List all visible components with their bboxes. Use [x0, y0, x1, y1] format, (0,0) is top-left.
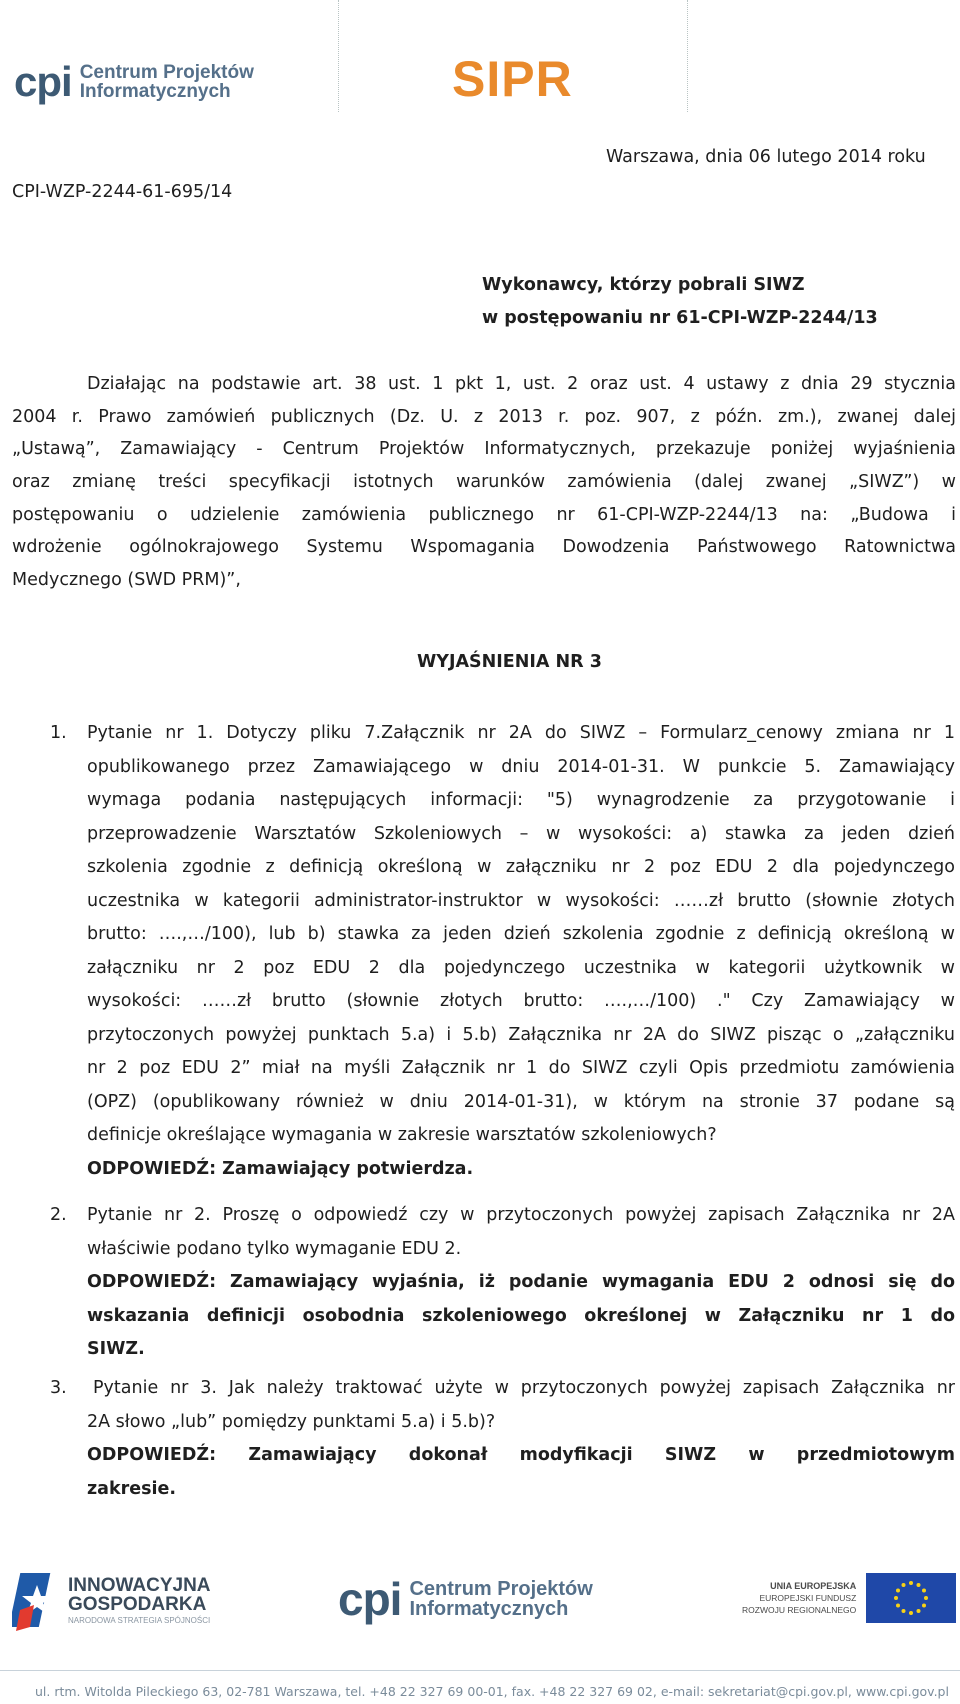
footer-cpi-line2: Informatycznych — [409, 1598, 569, 1620]
cpi-logo-text — [80, 63, 254, 101]
footer-divider — [0, 1670, 960, 1671]
innowacyjna-gospodarka-logo — [12, 1565, 211, 1635]
ue-line3: ROZWOJU REGIONALNEGO — [742, 1605, 857, 1615]
item-answer: wskazania definicji osobodnia szkoleniowego określonej w Załączniku nr 1 do — [87, 1305, 955, 1326]
item-line: załączniku nr 2 poz EDU 2 dla pojedynczego uczestnika w kategorii użytkownik w — [87, 957, 955, 978]
ig-line2: GOSPODARKA — [68, 1593, 207, 1615]
item-body — [87, 717, 955, 1186]
item-answer: ODPOWIEDŹ: Zamawiający wyjaśnia, iż podanie wymagania EDU 2 odnosi się do — [87, 1272, 955, 1292]
footer-cpi-logo-mark: cpi — [338, 1573, 402, 1625]
addressee-line2: w postępowaniu nr 61-CPI-WZP-2244/13 — [482, 308, 878, 328]
header-divider-left — [338, 0, 339, 112]
ue-line2: EUROPEJSKI FUNDUSZ — [759, 1593, 857, 1603]
header-divider-right — [687, 0, 688, 112]
footer-cpi-logo-text — [409, 1579, 592, 1619]
item-line: 2A słowo „lub” pomiędzy punktami 5.a) i 5.b)? — [87, 1411, 496, 1432]
item-line: Pytanie nr 2. Proszę o odpowiedź czy w przytoczonych powyżej zapisach Załącznika nr 2A — [87, 1205, 955, 1225]
intro-line: oraz zmianę treści specyfikacji istotnych warunków zamówienia (dalej zwanej „SIWZ”) w — [12, 472, 956, 493]
item-answer: ODPOWIEDŹ: Zamawiający dokonał modyfikacji SIWZ w przedmiotowym — [87, 1445, 955, 1465]
item-number: 1. — [50, 723, 67, 743]
intro-line: 2004 r. Prawo zamówień publicznych (Dz. U. z 2013 r. poz. 907, z późn. zm.), zwanej dalej — [12, 406, 956, 427]
ig-line3: NARODOWA STRATEGIA SPÓJNOŚCI — [68, 1615, 211, 1625]
letter-date: Warszawa, dnia 06 lutego 2014 roku — [606, 147, 926, 167]
footer-cpi-line1: Centrum Projektów — [409, 1578, 593, 1600]
item-line: brutto: ….,…/100), lub b) stawka za jeden dzień szkolenia zgodnie z definicją określoną w — [87, 924, 955, 944]
item-line: Pytanie nr 3. Jak należy traktować użyte w przytoczonych powyżej zapisach Załącznika nr — [93, 1378, 955, 1398]
item-line: opublikowanego przez Zamawiającego w dniu 2014-01-31. W punkcie 5. Zamawiający — [87, 756, 955, 777]
item-line: (OPZ) (opublikowany również w dniu 2014-01-31), w którym na stronie 37 podane są — [87, 1091, 955, 1112]
item-body — [93, 1372, 955, 1406]
footer-cpi-logo — [338, 1572, 593, 1626]
eu-logo-text — [742, 1580, 856, 1616]
item-body — [87, 1199, 955, 1367]
sipr-logo: SIPR — [452, 51, 573, 107]
footer-address: ul. rtm. Witolda Pileckiego 63, 02-781 Warszawa, tel. +48 22 327 69 00-01, fax. +48 22 327 69 02, e-mail: sekretariat@cpi.gov.pl, www.cpi.gov.pl — [35, 1684, 949, 1699]
ig-star-icon — [12, 1565, 62, 1635]
item-line: nr 2 poz EDU 2” miał na myśli Załącznik nr 1 do SIWZ czyli Opis przedmiotu zamówienia — [87, 1058, 955, 1078]
eu-flag-icon — [866, 1573, 956, 1623]
cpi-logo-text-line1: Centrum Projektów — [79, 62, 254, 83]
item-line: uczestnika w kategorii administrator-instruktor w wysokości: ……zł brutto (słownie złotych — [87, 890, 955, 911]
cpi-logo-text-line2: Informatycznych — [79, 81, 231, 102]
item-line: Pytanie nr 1. Dotyczy pliku 7.Załącznik nr 2A do SIWZ – Formularz_cenowy zmiana nr 1 — [87, 723, 955, 743]
item-answer: zakresie. — [87, 1478, 177, 1499]
intro-line: Działając na podstawie art. 38 ust. 1 pkt 1, ust. 2 oraz ust. 4 ustawy z dnia 29 stycznia — [87, 374, 956, 394]
addressee-line1: Wykonawcy, którzy pobrali SIWZ — [482, 275, 805, 295]
ue-line1: UNIA EUROPEJSKA — [770, 1581, 857, 1591]
intro-line: Medycznego (SWD PRM)”, — [12, 570, 241, 591]
item-body-cont — [87, 1406, 955, 1507]
item-line: właściwie podano tylko wymaganie EDU 2. — [87, 1238, 462, 1259]
intro-line: postępowaniu o udzielenie zamówienia publicznego nr 61-CPI-WZP-2244/13 na: „Budowa i — [12, 504, 956, 525]
item-answer: SIWZ. — [87, 1339, 145, 1359]
item-line: wymaga podania następujących informacji: "5) wynagrodzenie za przygotowanie i — [87, 790, 955, 810]
item-line: definicje określające wymagania w zakresie warsztatów szkoleniowych? — [87, 1125, 717, 1145]
ig-text — [68, 1576, 211, 1625]
item-line: przeprowadzenie Warsztatów Szkoleniowych – w wysokości: a) stawka za jeden dzień — [87, 823, 955, 844]
item-number: 2. — [50, 1205, 67, 1225]
item-number: 3. — [50, 1378, 67, 1398]
item-line: przytoczonych powyżej punktach 5.a) i 5.b) Załącznika nr 2A do SIWZ pisząc o „załączniku — [87, 1024, 955, 1045]
item-answer: ODPOWIEDŹ: Zamawiający potwierdza. — [87, 1158, 474, 1179]
letter-reference: CPI-WZP-2244-61-695/14 — [12, 182, 233, 202]
cpi-logo — [14, 58, 254, 106]
intro-line: „Ustawą”, Zamawiający - Centrum Projektów Informatycznych, przekazuje poniżej wyjaśnienia — [12, 439, 956, 460]
ig-line1: INNOWACYJNA — [68, 1574, 211, 1596]
eu-logo — [742, 1573, 956, 1623]
intro-line: wdrożenie ogólnokrajowego Systemu Wspomagania Dowodzenia Państwowego Ratownictwa — [12, 537, 956, 558]
section-title: WYJAŚNIENIA NR 3 — [417, 652, 602, 672]
intro-paragraph — [12, 368, 956, 597]
item-line: wysokości: ……zł brutto (słownie złotych brutto: ….,…/100) ." Czy Zamawiający w — [87, 991, 955, 1011]
cpi-logo-mark: cpi — [14, 58, 72, 105]
item-line: szkolenia zgodnie z definicją określoną w załączniku nr 2 poz EDU 2 dla pojedynczego — [87, 857, 955, 877]
